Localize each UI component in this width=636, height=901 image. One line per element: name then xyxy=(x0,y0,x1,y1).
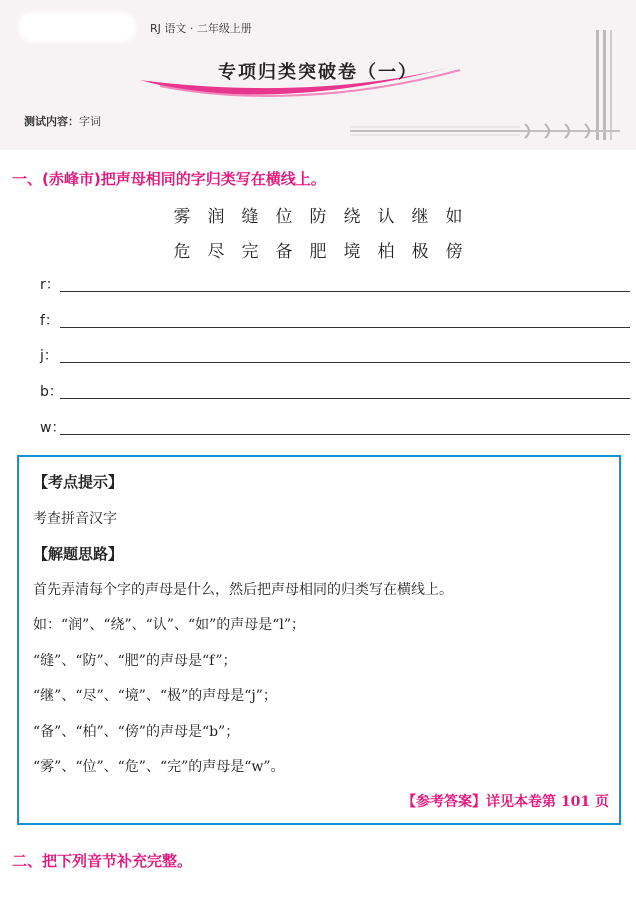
answer-line-r[interactable] xyxy=(40,274,630,294)
char: 危 xyxy=(173,242,191,262)
char-row-2 xyxy=(0,237,636,262)
answer-line-f[interactable] xyxy=(40,310,630,330)
answer-line-b[interactable] xyxy=(40,381,630,401)
char: 继 xyxy=(411,207,429,227)
char: 傍 xyxy=(445,242,463,262)
page-title: 专项归类突破卷（一） xyxy=(218,62,418,83)
char: 如 xyxy=(445,207,463,227)
char: 缝 xyxy=(241,207,259,227)
idea-line: “缝”、“防”、“肥”的声母是“f”； xyxy=(33,653,237,669)
idea-line: “备”、“柏”、“傍”的声母是“b”； xyxy=(33,724,240,740)
char: 尽 xyxy=(207,242,225,262)
char: 润 xyxy=(207,207,225,227)
char: 雾 xyxy=(173,207,191,227)
curl-line-decoration xyxy=(350,120,630,142)
answer-line-w[interactable] xyxy=(40,417,630,437)
answer-line-label: j： xyxy=(40,348,58,364)
answer-line-label: r： xyxy=(40,277,60,293)
answer-line-j[interactable] xyxy=(40,345,630,365)
char: 境 xyxy=(343,242,361,262)
char: 肥 xyxy=(309,242,327,262)
answer-reference: 【参考答案】详见本卷第 101 页 xyxy=(402,794,609,810)
point-heading: 【考点提示】 xyxy=(33,473,124,491)
point-text: 考查拼音汉字 xyxy=(33,511,117,527)
char: 绕 xyxy=(343,207,361,227)
section2-title: 二、把下列音节补充完整。 xyxy=(12,852,193,870)
idea-line: 如：“润”、“绕”、“认”、“如”的声母是“l”； xyxy=(33,617,306,633)
idea-line: “雾”、“位”、“危”、“完”的声母是“w”。 xyxy=(33,759,285,775)
idea-line: “继”、“尽”、“境”、“极”的声母是“j”； xyxy=(33,688,277,704)
char: 位 xyxy=(275,207,293,227)
char: 柏 xyxy=(377,242,395,262)
test-content xyxy=(24,113,101,129)
idea-heading: 【解题思路】 xyxy=(33,545,124,563)
char: 备 xyxy=(275,242,293,262)
hint-box xyxy=(17,455,621,825)
test-content-label: 测试内容： xyxy=(24,115,79,128)
answer-line-label: f： xyxy=(40,313,59,329)
logo-blob xyxy=(18,12,136,42)
char: 认 xyxy=(377,207,395,227)
idea-line: 首先弄清每个字的声母是什么，然后把声母相同的归类写在横线上。 xyxy=(33,582,453,598)
char: 极 xyxy=(411,242,429,262)
char: 完 xyxy=(241,242,259,262)
answer-line-label: b： xyxy=(40,384,63,400)
char: 防 xyxy=(309,207,327,227)
char-row-1 xyxy=(0,202,636,227)
section1-title: 一、(赤峰市)把声母相同的字归类写在横线上。 xyxy=(12,170,326,188)
answer-line-label: w： xyxy=(40,420,66,436)
test-content-value: 字词 xyxy=(79,115,101,128)
book-tag: RJ 语文 · 二年级上册 xyxy=(150,22,252,35)
